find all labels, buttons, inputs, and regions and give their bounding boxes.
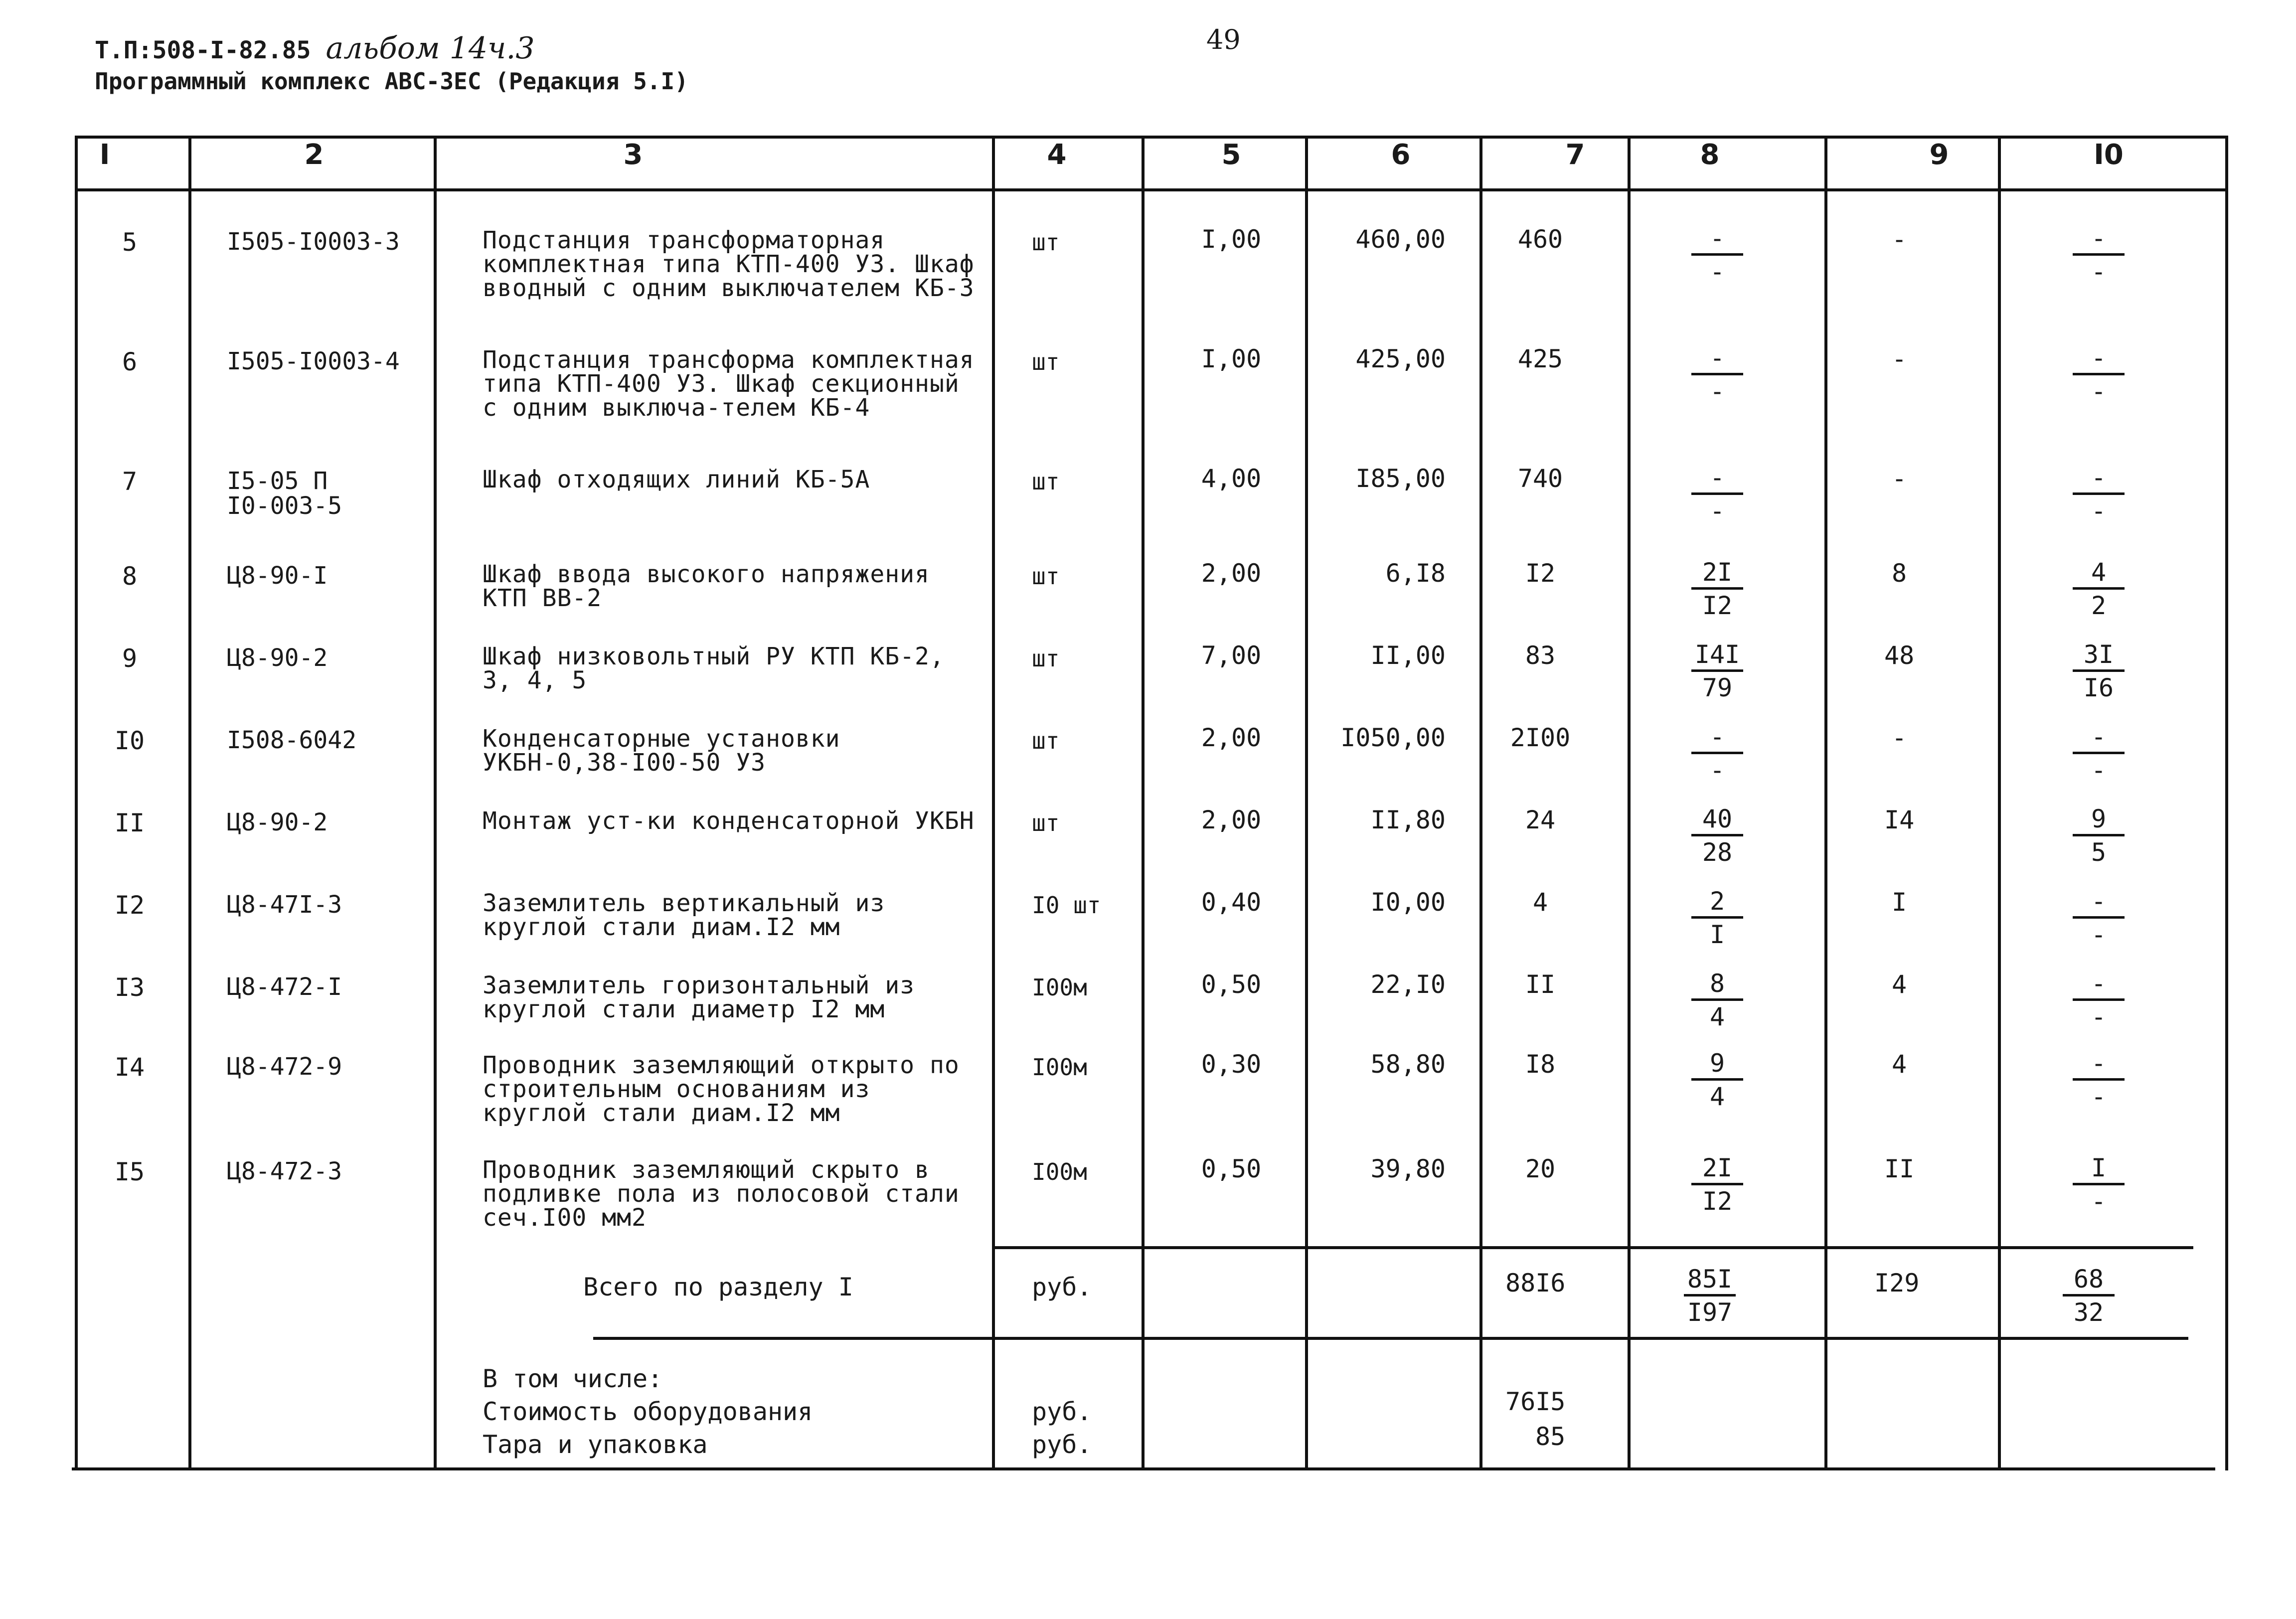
row-price: II,80: [1370, 806, 1446, 834]
col-divider-2: [434, 136, 437, 1470]
row-col8-top: 2I: [1691, 558, 1743, 590]
row-code: Ц8-472-I: [227, 973, 342, 1001]
row-number: 6: [122, 347, 138, 376]
row-code: I508-6042: [227, 726, 357, 754]
row-number: 7: [122, 467, 138, 496]
row-total: 83: [1525, 641, 1556, 670]
row-number: I5: [114, 1157, 145, 1186]
row-total: I2: [1525, 559, 1556, 588]
row-col9: -: [1891, 464, 1907, 493]
total-col8-top: 85I: [1684, 1265, 1736, 1296]
row-col8-top: -: [1691, 723, 1743, 754]
row-col8-bottom: 4: [1709, 1082, 1725, 1111]
row-price: 425,00: [1355, 344, 1446, 373]
row-col10: [2059, 464, 2138, 525]
row-col10-top: -: [2073, 723, 2125, 754]
row-col10-top: 9: [2073, 805, 2125, 836]
row-col10-bottom: -: [2091, 257, 2107, 286]
column-header-8: 8: [1700, 139, 1720, 171]
row-col8-top: I4I: [1691, 641, 1743, 672]
row-col10-bottom: -: [2091, 1187, 2107, 1216]
total-top-rule: [992, 1246, 2193, 1249]
row-unit: I00м: [1032, 974, 1087, 1001]
document-code: [95, 31, 535, 66]
row-col9: 8: [1891, 559, 1907, 588]
column-header-2: 2: [304, 139, 324, 171]
program-title: Программный комплекс АВС-ЗЕС (Редакция 5.I): [95, 68, 688, 95]
row-col8: [1677, 224, 1757, 286]
row-unit: I0 шт: [1032, 892, 1101, 919]
row-price: I85,00: [1355, 464, 1446, 493]
row-description: Проводник заземляющий скрыто в подливке пола из полосовой стали сеч.I00 мм2: [483, 1156, 960, 1232]
table-top-border: [75, 136, 2228, 139]
column-header-7: 7: [1565, 139, 1585, 171]
row-col10-bottom: -: [2091, 756, 2107, 785]
row-col9: -: [1891, 225, 1907, 254]
row-price: 39,80: [1370, 1154, 1446, 1183]
col-divider-0: [75, 136, 78, 1470]
row-price: I0,00: [1370, 888, 1446, 917]
row-col9: -: [1891, 723, 1907, 752]
row-price: 58,80: [1370, 1050, 1446, 1079]
row-col8: [1677, 641, 1757, 702]
row-col8: [1677, 970, 1757, 1031]
handwritten-note: альбом 14ч.3: [326, 31, 535, 66]
row-col10: [2059, 723, 2138, 784]
row-description: Шкаф низковольтный РУ КТП КБ-2, 3, 4, 5: [483, 643, 945, 694]
column-header-4: 4: [1047, 139, 1067, 171]
row-col10-bottom: I6: [2083, 673, 2114, 702]
row-total: 425: [1517, 344, 1563, 373]
row-number: 9: [122, 644, 138, 673]
document-code-text: Т.П:508-I-82.85: [95, 36, 311, 64]
row-col9: 4: [1891, 1050, 1907, 1079]
row-number: I0: [114, 726, 145, 755]
row-col9: 4: [1891, 970, 1907, 999]
row-quantity: 0,50: [1201, 970, 1262, 999]
equipment-label: Стоимость оборудования: [483, 1397, 813, 1426]
row-col9: 48: [1884, 641, 1915, 670]
col-divider-3: [992, 136, 995, 1470]
row-col8: [1677, 805, 1757, 866]
row-total: 2I00: [1510, 723, 1571, 752]
row-description: Монтаж уст-ки конденсаторной УКБН: [483, 807, 975, 835]
row-col8-bottom: I2: [1702, 591, 1733, 620]
column-header-10: I0: [2094, 139, 2124, 171]
row-col8-top: -: [1691, 224, 1743, 256]
row-col10-bottom: 5: [2091, 838, 2107, 867]
row-col8-top: -: [1691, 344, 1743, 375]
table-header-divider: [75, 188, 2228, 191]
row-quantity: 4,00: [1201, 464, 1262, 493]
row-col8-top: 40: [1691, 805, 1743, 836]
row-description: Конденсаторные установки УКБН-0,38-I00-50 УЗ: [483, 725, 840, 777]
equipment-sum: 76I5: [1505, 1387, 1566, 1416]
including-label: В том числе:: [483, 1364, 663, 1393]
row-total: 20: [1525, 1154, 1556, 1183]
row-col8-top: 9: [1691, 1049, 1743, 1081]
row-unit: шт: [1032, 348, 1060, 375]
row-description: Шкаф ввода высокого напряжения КТП ВВ-2: [483, 560, 930, 612]
row-col10: [2059, 224, 2138, 286]
row-unit: шт: [1032, 229, 1060, 256]
row-code: Ц8-472-9: [227, 1053, 342, 1081]
row-col8-bottom: -: [1709, 257, 1725, 286]
row-col8-top: 2: [1691, 887, 1743, 919]
column-header-3: 3: [623, 139, 643, 171]
row-code: Ц8-472-3: [227, 1157, 342, 1185]
col-divider-6: [1479, 136, 1482, 1470]
row-col10-top: -: [2073, 970, 2125, 1001]
row-col8-top: -: [1691, 464, 1743, 495]
row-col9: II: [1884, 1154, 1915, 1183]
row-col10: [2059, 344, 2138, 405]
row-code: I505-I0003-4: [227, 347, 400, 375]
row-col8-bottom: I2: [1702, 1187, 1733, 1216]
tare-unit: руб.: [1032, 1430, 1092, 1459]
row-price: 6,I8: [1385, 559, 1446, 588]
row-quantity: 7,00: [1201, 641, 1262, 670]
row-col9: I: [1891, 888, 1907, 917]
col-divider-9: [1998, 136, 2001, 1470]
row-code: Ц8-90-2: [227, 644, 328, 672]
row-total: 460: [1517, 225, 1563, 254]
row-col10-bottom: -: [2091, 920, 2107, 949]
column-header-6: 6: [1391, 139, 1411, 171]
row-code: Ц8-47I-3: [227, 891, 342, 919]
row-unit: шт: [1032, 810, 1060, 836]
row-number: I2: [114, 891, 145, 920]
row-col10-bottom: -: [2091, 1082, 2107, 1111]
row-col8: [1677, 558, 1757, 620]
total-col10-top: 68: [2063, 1265, 2115, 1296]
page-number: 49: [1206, 24, 1241, 55]
row-unit: I00м: [1032, 1158, 1087, 1185]
row-quantity: I,00: [1201, 225, 1262, 254]
row-col8-top: 8: [1691, 970, 1743, 1001]
total-col8: [1670, 1265, 1750, 1326]
row-unit: I00м: [1032, 1054, 1087, 1081]
row-quantity: 0,40: [1201, 888, 1262, 917]
row-description: Заземлитель вертикальный из круглой стали диам.I2 мм: [483, 889, 885, 941]
column-header-5: 5: [1221, 139, 1241, 171]
row-col10-bottom: -: [2091, 496, 2107, 525]
row-total: 740: [1517, 464, 1563, 493]
total-col10-bottom: 32: [2073, 1298, 2104, 1327]
row-price: 460,00: [1355, 225, 1446, 254]
row-description: Шкаф отходящих линий КБ-5А: [483, 466, 870, 493]
row-col10-bottom: 2: [2091, 591, 2107, 620]
col-divider-8: [1824, 136, 1827, 1470]
row-col10: [2059, 887, 2138, 949]
col-divider-4: [1142, 136, 1145, 1470]
total-col9: I29: [1874, 1269, 1920, 1297]
row-description: Заземлитель горизонтальный из круглой стали диаметр I2 мм: [483, 971, 915, 1023]
row-quantity: 0,30: [1201, 1050, 1262, 1079]
row-unit: шт: [1032, 645, 1060, 672]
row-col10-top: 4: [2073, 558, 2125, 590]
row-quantity: 2,00: [1201, 559, 1262, 588]
row-col10-bottom: -: [2091, 377, 2107, 406]
row-col10-top: -: [2073, 1049, 2125, 1081]
row-col10-top: 3I: [2073, 641, 2125, 672]
tare-sum: 85: [1535, 1422, 1566, 1451]
row-col8: [1677, 723, 1757, 784]
row-code: Ц8-90-I: [227, 562, 328, 590]
row-quantity: 2,00: [1201, 723, 1262, 752]
column-header-1: I: [99, 139, 110, 171]
column-header-9: 9: [1929, 139, 1949, 171]
row-total: 4: [1532, 888, 1548, 917]
row-price: II,00: [1370, 641, 1446, 670]
row-price: I050,00: [1340, 723, 1446, 752]
row-description: Подстанция трансформаторная комплектная типа КТП-400 УЗ. Шкаф вводный с одним выключателем КБ-3: [483, 226, 975, 302]
row-quantity: 2,00: [1201, 806, 1262, 834]
row-col10: [2059, 1154, 2138, 1215]
col-divider-5: [1305, 136, 1308, 1470]
row-unit: шт: [1032, 727, 1060, 754]
total-sum: 88I6: [1505, 1269, 1566, 1297]
row-col10-top: -: [2073, 344, 2125, 375]
row-col8-bottom: 79: [1702, 673, 1733, 702]
col-divider-1: [188, 136, 191, 1470]
tare-label: Тара и упаковка: [483, 1430, 708, 1459]
row-description: Проводник заземляющий открыто по строительным основаниям из круглой стали диам.I2 мм: [483, 1051, 960, 1127]
col-divider-10: [2225, 136, 2228, 1470]
row-unit: шт: [1032, 468, 1060, 495]
row-col8-bottom: -: [1709, 756, 1725, 785]
total-col10: [2049, 1265, 2129, 1326]
row-number: 5: [122, 228, 138, 257]
row-col8: [1677, 1049, 1757, 1111]
row-number: I3: [114, 973, 145, 1002]
row-number: II: [114, 809, 145, 837]
row-col9: I4: [1884, 806, 1915, 834]
total-unit: руб.: [1032, 1273, 1092, 1301]
row-code: I505-I0003-3: [227, 228, 400, 256]
col-divider-7: [1628, 136, 1631, 1470]
total-label: Всего по разделу I: [583, 1273, 853, 1301]
row-col8: [1677, 887, 1757, 949]
row-col8-bottom: I: [1709, 920, 1725, 949]
row-unit: шт: [1032, 563, 1060, 590]
row-col10: [2059, 558, 2138, 620]
row-col10-top: I: [2073, 1154, 2125, 1185]
row-col8-bottom: -: [1709, 377, 1725, 406]
row-col8-bottom: 4: [1709, 1002, 1725, 1031]
row-quantity: 0,50: [1201, 1154, 1262, 1183]
row-total: 24: [1525, 806, 1556, 834]
row-col10-bottom: -: [2091, 1002, 2107, 1031]
row-col10-top: -: [2073, 464, 2125, 495]
row-col8: [1677, 344, 1757, 405]
row-number: I4: [114, 1053, 145, 1082]
row-col10-top: -: [2073, 224, 2125, 256]
row-col10: [2059, 805, 2138, 866]
total-bottom-rule: [593, 1337, 2188, 1340]
row-col10: [2059, 1049, 2138, 1111]
row-description: Подстанция трансформа комплектная типа КТП-400 УЗ. Шкаф секционный с одним выключа-телем КБ-4: [483, 346, 975, 422]
row-col8: [1677, 1154, 1757, 1215]
row-col9: -: [1891, 344, 1907, 373]
row-number: 8: [122, 562, 138, 591]
row-col10: [2059, 641, 2138, 702]
row-total: II: [1525, 970, 1556, 999]
row-col8: [1677, 464, 1757, 525]
row-code: I5-05 П I0-003-5: [227, 467, 342, 520]
row-price: 22,I0: [1370, 970, 1446, 999]
row-code: Ц8-90-2: [227, 809, 328, 836]
row-quantity: I,00: [1201, 344, 1262, 373]
row-col8-top: 2I: [1691, 1154, 1743, 1185]
row-col10-top: -: [2073, 887, 2125, 919]
total-col8-bottom: I97: [1687, 1298, 1733, 1327]
row-col8-bottom: -: [1709, 496, 1725, 525]
row-col10: [2059, 970, 2138, 1031]
row-col8-bottom: 28: [1702, 838, 1733, 867]
row-total: I8: [1525, 1050, 1556, 1079]
equipment-unit: руб.: [1032, 1397, 1092, 1426]
